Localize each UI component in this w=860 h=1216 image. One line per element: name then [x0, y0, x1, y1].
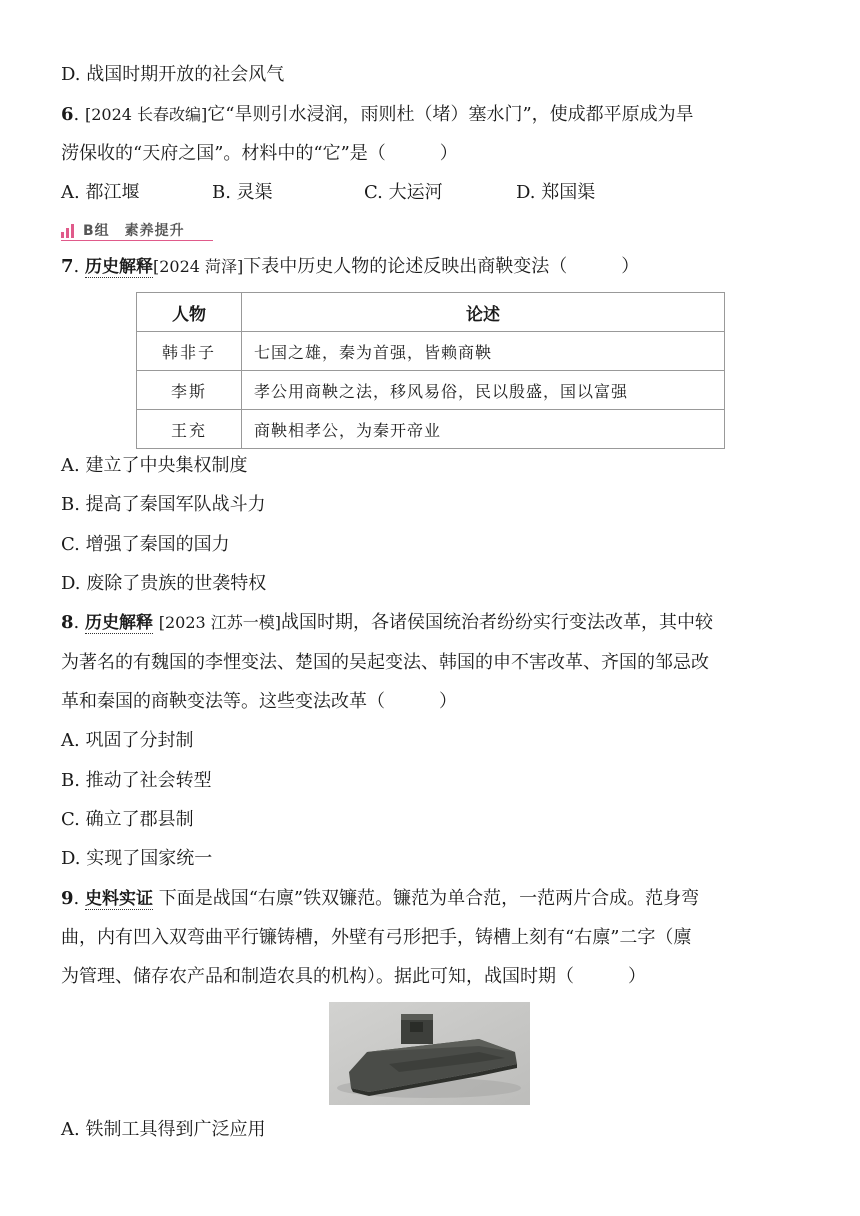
- q9-stem-line2: 曲，内有凹入双弯曲平行镰铸槽，外壁有弓形把手，铸槽上刻有“右廪”二字（廪: [61, 927, 692, 948]
- question-text: 战国时期，各诸侯国统治者纷纷实行变法改革，其中较: [281, 612, 714, 633]
- q8-stem-line2: 为著名的有魏国的李悝变法、楚国的吴起变法、韩国的申不害改革、齐国的邹忌改: [61, 652, 709, 673]
- question-number: 7: [61, 256, 74, 277]
- question-number: 8: [61, 612, 74, 633]
- question-source: [2024 菏泽]: [152, 257, 244, 276]
- option-a[interactable]: A. 都江堰: [61, 182, 140, 203]
- iron-sickle-mold-photo: [329, 1002, 530, 1105]
- option-c[interactable]: C. 确立了郡县制: [61, 809, 194, 830]
- option-b[interactable]: B. 推动了社会转型: [61, 770, 212, 791]
- q9-stem-line1: 9. 史料实证 下面是战国“右廪”铁双镰范。镰范为单合范，一范两片合成。范身弯: [61, 888, 700, 909]
- competency-tag: 历史解释: [84, 613, 153, 633]
- table-row: [137, 410, 725, 449]
- option-a[interactable]: A. 铁制工具得到广泛应用: [61, 1119, 266, 1140]
- option-c[interactable]: C. 增强了秦国的国力: [61, 534, 230, 555]
- table-cell-name: 韩非子: [137, 332, 242, 371]
- question-number: 9: [61, 888, 74, 909]
- question-number: 6: [61, 104, 74, 125]
- q8-stem-line1: 8. 历史解释 [2023 江苏一模]战国时期，各诸侯国统治者纷纷实行变法改革，其中较: [61, 612, 714, 633]
- table-header-row: [137, 293, 725, 332]
- option-b[interactable]: B. 灵渠: [212, 182, 273, 203]
- table-cell-name: 王充: [137, 410, 242, 449]
- q5-option-d: D. 战国时期开放的社会风气: [61, 64, 285, 85]
- option-b[interactable]: B. 提高了秦国军队战斗力: [61, 494, 266, 515]
- table-cell-text: 七国之雄，秦为首强，皆赖商鞅: [242, 332, 725, 371]
- iron-sickle-mold-image: [329, 1002, 530, 1105]
- question-text: 它“旱则引水浸润，雨则杜（堵）塞水门”，使成都平原成为旱: [207, 104, 694, 125]
- q9-stem-line3: 为管理、储存农产品和制造农具的机构）。据此可知，战国时期（ ）: [61, 966, 646, 987]
- table-row: [137, 332, 725, 371]
- group-b-label: B组 素养提升: [83, 223, 185, 239]
- option-a[interactable]: A. 建立了中央集权制度: [61, 455, 248, 476]
- history-figures-table: [136, 292, 725, 449]
- option-a[interactable]: A. 巩固了分封制: [61, 730, 194, 751]
- competency-tag: 史料实证: [84, 889, 153, 909]
- option-d[interactable]: D. 实现了国家统一: [61, 848, 213, 869]
- table-header: 人物: [137, 293, 242, 332]
- question-text: 下表中历史人物的论述反映出商鞅变法（ ）: [243, 256, 640, 277]
- q8-stem-line3: 革和秦国的商鞅变法等。这些变法改革（ ）: [61, 691, 457, 712]
- table-cell-text: 孝公用商鞅之法，移风易俗，民以殷盛，国以富强: [242, 371, 725, 410]
- bar-chart-icon: [61, 222, 77, 238]
- q6-stem-line2: 涝保收的“天府之国”。材料中的“它”是（ ）: [61, 143, 458, 164]
- question-text: 下面是战国“右廪”铁双镰范。镰范为单合范，一范两片合成。范身弯: [158, 888, 700, 909]
- competency-tag: 历史解释: [84, 257, 153, 277]
- q6-stem-line1: 6. [2024 长春改编]它“旱则引水浸润，雨则杜（堵）塞水门”，使成都平原成为旱: [61, 104, 694, 125]
- table-cell-text: 商鞅相孝公，为秦开帝业: [242, 410, 725, 449]
- question-source: [2023 江苏一模]: [158, 613, 282, 632]
- table-cell-name: 李斯: [137, 371, 242, 410]
- option-c[interactable]: C. 大运河: [364, 182, 443, 203]
- option-d[interactable]: D. 废除了贵族的世袭特权: [61, 573, 267, 594]
- group-b-header: [61, 220, 213, 241]
- q7-stem: 7. 历史解释[2024 菏泽]下表中历史人物的论述反映出商鞅变法（ ）: [61, 256, 640, 277]
- option-d[interactable]: D. 郑国渠: [516, 182, 596, 203]
- table-header: 论述: [242, 293, 725, 332]
- question-source: [2024 长春改编]: [84, 105, 208, 124]
- table-row: [137, 371, 725, 410]
